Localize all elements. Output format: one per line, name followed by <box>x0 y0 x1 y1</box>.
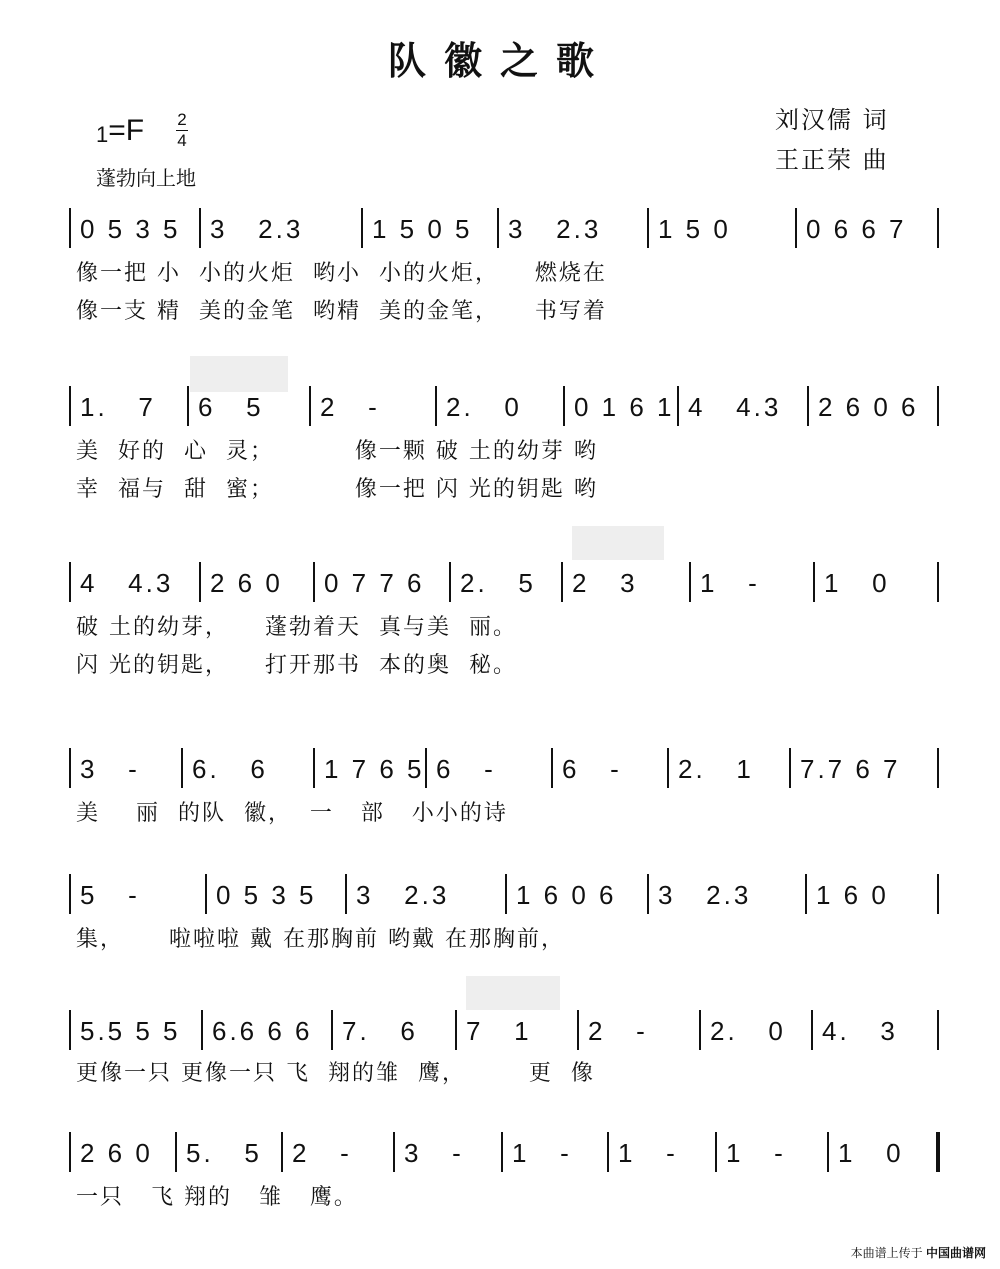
barline <box>199 562 201 602</box>
barline <box>69 748 71 788</box>
song-title: 队徽之歌 <box>387 38 612 83</box>
barline <box>309 386 311 426</box>
barline <box>69 1010 71 1050</box>
measure-notes: 2. 1 <box>678 754 754 784</box>
measure-notes: 7.7 6 7 <box>800 754 901 784</box>
notation-row <box>70 1132 940 1172</box>
key-signature: 1=F <box>96 114 145 147</box>
barline <box>937 1010 939 1050</box>
barline <box>551 748 553 788</box>
barline <box>795 208 797 248</box>
measure-notes: 2. 0 <box>710 1016 786 1046</box>
measure-notes: 1 0 <box>838 1138 904 1168</box>
measure-notes: 6 5 <box>198 392 264 422</box>
measure-notes: 2. 5 <box>460 568 536 598</box>
measure-notes: 0 1 6 1 <box>574 392 675 422</box>
barline <box>677 386 679 426</box>
measure-notes: 1 7 6 5 <box>324 754 425 784</box>
measure-notes: 3 2.3 <box>508 214 602 244</box>
lyric-line: 幸 福与 甜 蜜； 像一把 闪 光的钥匙 哟 <box>76 477 598 502</box>
measure-notes: 3 2.3 <box>658 880 752 910</box>
barline <box>561 562 563 602</box>
barline <box>937 748 939 788</box>
barline <box>69 1132 71 1172</box>
barline <box>937 562 939 602</box>
barline <box>393 1132 395 1172</box>
barline <box>449 562 451 602</box>
notation-row <box>70 386 940 426</box>
measure-notes: 2 6 0 <box>210 568 283 598</box>
barline <box>313 562 315 602</box>
lyric-line: 一只 飞 翔的 雏 鹰。 <box>76 1185 358 1210</box>
barline <box>501 1132 503 1172</box>
barline <box>811 1010 813 1050</box>
measure-notes: 6.6 6 6 <box>212 1016 313 1046</box>
measure-notes: 6. 6 <box>192 754 268 784</box>
lyric-line: 破 土的幼芽， 蓬勃着天 真与美 丽。 <box>76 615 517 640</box>
measure-notes: 1 5 0 <box>658 214 731 244</box>
barline <box>175 1132 177 1172</box>
lyric-line: 更像一只 更像一只 飞 翔的雏 鹰， 更 像 <box>76 1061 595 1086</box>
barline <box>647 208 649 248</box>
barline <box>827 1132 829 1172</box>
barline <box>937 874 939 914</box>
measure-notes: 3 - <box>80 754 140 784</box>
measure-notes: 4 4.3 <box>688 392 782 422</box>
barline <box>937 208 939 248</box>
measure-notes: 5 - <box>80 880 140 910</box>
barline <box>805 874 807 914</box>
barline <box>313 748 315 788</box>
notation-row <box>70 208 940 248</box>
tempo-marking: 蓬勃向上地 <box>96 168 196 190</box>
gray-block <box>466 976 560 1010</box>
barline <box>813 562 815 602</box>
measure-notes: 2 - <box>292 1138 352 1168</box>
measure-notes: 2 3 <box>572 568 638 598</box>
barline <box>937 386 939 426</box>
site-logo: 中国曲谱网 <box>925 1246 986 1260</box>
barline <box>69 874 71 914</box>
measure-notes: 1 - <box>700 568 760 598</box>
barline <box>699 1010 701 1050</box>
time-signature: 2 4 <box>177 110 187 150</box>
barline <box>69 208 71 248</box>
measure-notes: 1 - <box>512 1138 572 1168</box>
measure-notes: 0 7 7 6 <box>324 568 425 598</box>
measure-notes: 0 5 3 5 <box>216 880 317 910</box>
barline <box>563 386 565 426</box>
measure-notes: 7. 6 <box>342 1016 418 1046</box>
lyric-line: 闪 光的钥匙， 打开那书 本的奥 秘。 <box>76 653 517 678</box>
measure-notes: 2. 0 <box>446 392 522 422</box>
measure-notes: 1. 7 <box>80 392 156 422</box>
lyric-line: 美 丽 的队 徽， 一 部 小小的诗 <box>76 801 508 826</box>
final-barline <box>936 1132 940 1172</box>
barline <box>425 748 427 788</box>
barline <box>361 208 363 248</box>
barline <box>715 1132 717 1172</box>
measure-notes: 5. 5 <box>186 1138 262 1168</box>
notation-row <box>70 874 940 914</box>
notation-row <box>70 1010 940 1050</box>
barline <box>607 1132 609 1172</box>
lyric-line: 像一支 精 美的金笔 哟精 美的金笔， 书写着 <box>76 299 607 324</box>
barline <box>187 386 189 426</box>
barline <box>181 748 183 788</box>
measure-notes: 6 - <box>436 754 496 784</box>
barline <box>331 1010 333 1050</box>
composer-credit: 王正荣 曲 <box>775 146 889 174</box>
barline <box>69 386 71 426</box>
measure-notes: 6 - <box>562 754 622 784</box>
measure-notes: 4 4.3 <box>80 568 174 598</box>
barline <box>435 386 437 426</box>
notation-row <box>70 562 940 602</box>
lyric-line: 集， 啦啦啦 戴 在那胸前 哟戴 在那胸前， <box>76 927 565 952</box>
measure-notes: 1 6 0 6 <box>516 880 617 910</box>
barline <box>497 208 499 248</box>
measure-notes: 3 2.3 <box>210 214 304 244</box>
barline <box>345 874 347 914</box>
measure-notes: 3 2.3 <box>356 880 450 910</box>
measure-notes: 7 1 <box>466 1016 532 1046</box>
measure-notes: 2 - <box>320 392 380 422</box>
measure-notes: 0 5 3 5 <box>80 214 181 244</box>
measure-notes: 3 - <box>404 1138 464 1168</box>
measure-notes: 1 6 0 <box>816 880 889 910</box>
gray-block <box>572 526 664 560</box>
barline <box>199 208 201 248</box>
barline <box>455 1010 457 1050</box>
measure-notes: 0 6 6 7 <box>806 214 907 244</box>
lyric-line: 美 好的 心 灵； 像一颗 破 土的幼芽 哟 <box>76 439 598 464</box>
measure-notes: 5.5 5 5 <box>80 1016 181 1046</box>
barline <box>789 748 791 788</box>
notation-row <box>70 748 940 788</box>
measure-notes: 1 0 <box>824 568 890 598</box>
barline <box>577 1010 579 1050</box>
measure-notes: 1 - <box>618 1138 678 1168</box>
barline <box>647 874 649 914</box>
measure-notes: 1 - <box>726 1138 786 1168</box>
measure-notes: 2 6 0 <box>80 1138 153 1168</box>
barline <box>201 1010 203 1050</box>
lyric-line: 像一把 小 小的火炬 哟小 小的火炬， 燃烧在 <box>76 261 607 286</box>
barline <box>505 874 507 914</box>
upload-credit: 本曲谱上传于 中国曲谱网 <box>850 1246 986 1260</box>
measure-notes: 2 6 0 6 <box>818 392 919 422</box>
barline <box>281 1132 283 1172</box>
barline <box>69 562 71 602</box>
barline <box>205 874 207 914</box>
measure-notes: 2 - <box>588 1016 648 1046</box>
measure-notes: 4. 3 <box>822 1016 898 1046</box>
barline <box>667 748 669 788</box>
barline <box>807 386 809 426</box>
barline <box>689 562 691 602</box>
lyricist-credit: 刘汉儒 词 <box>775 106 889 134</box>
measure-notes: 1 5 0 5 <box>372 214 473 244</box>
